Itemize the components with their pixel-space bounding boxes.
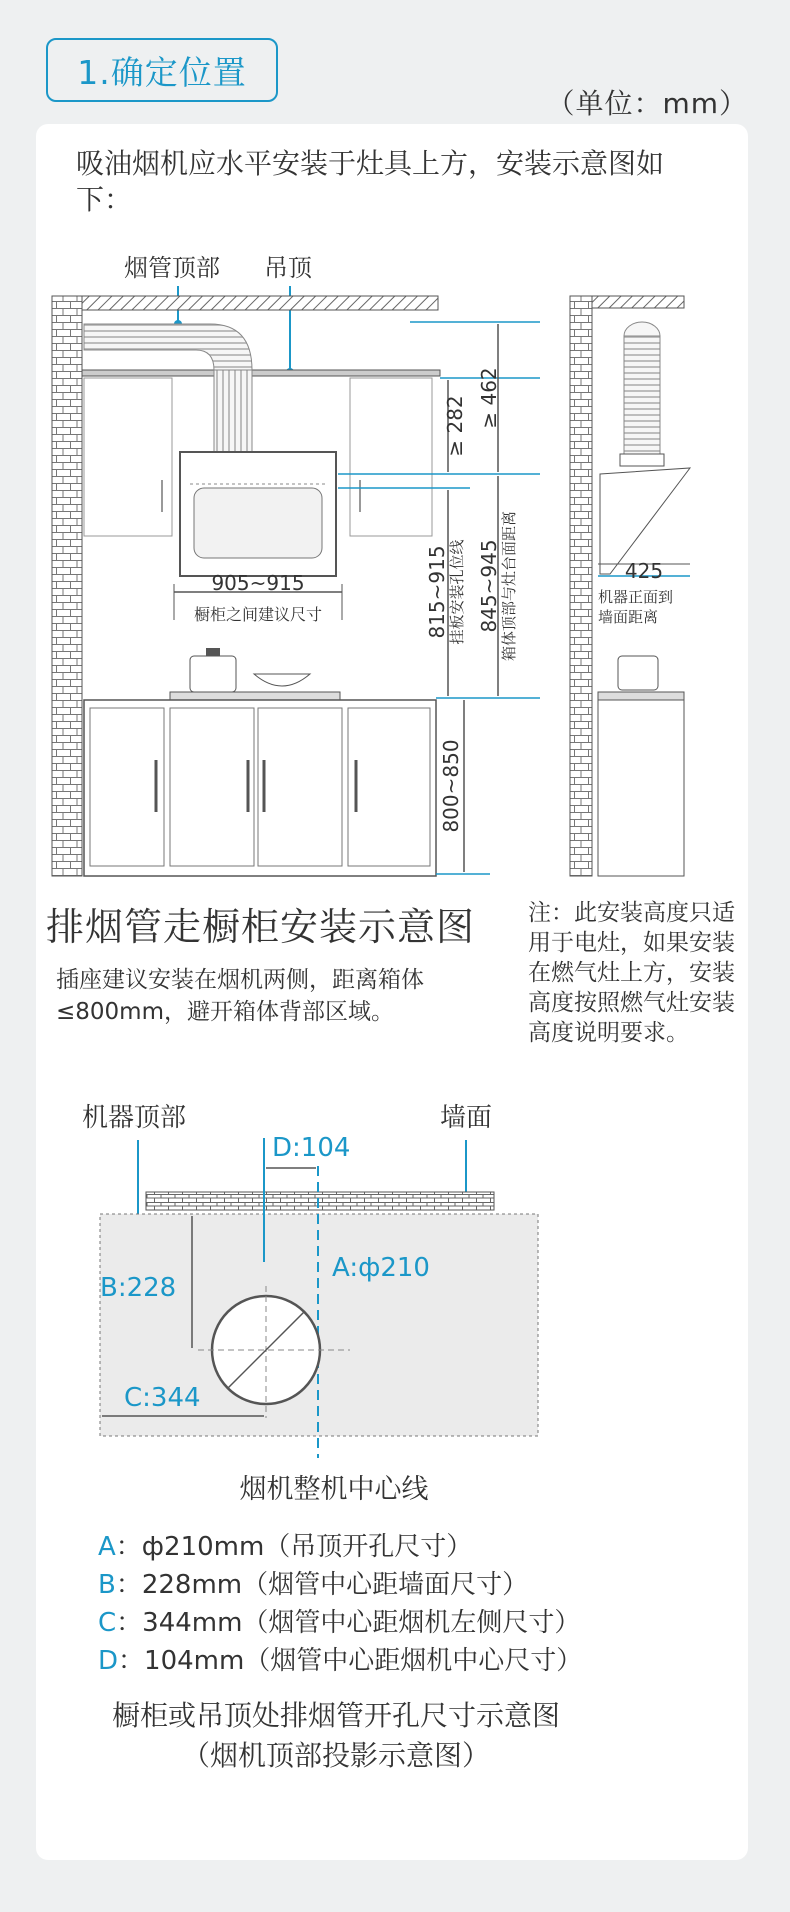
cooktop — [170, 692, 340, 700]
dim-845-note: 箱体顶部与灶台面距离 — [500, 510, 518, 662]
legend-text-a: ：ф210mm（吊顶开孔尺寸） — [115, 1532, 473, 1562]
dim-800: 800~850 — [439, 739, 463, 833]
caption-1: 橱柜或吊顶处排烟管开孔尺寸示意图 — [111, 1699, 560, 1732]
roof-slab — [82, 296, 438, 310]
legend-item-d — [98, 1640, 582, 1677]
center-line-label: 烟机整机中心线 — [239, 1474, 429, 1505]
pot-side — [618, 656, 658, 690]
label-ceiling: 吊顶 — [264, 254, 312, 282]
label-c: C:344 — [124, 1383, 201, 1413]
duct-side — [624, 336, 660, 454]
dim-282: ≥ 282 — [443, 395, 467, 457]
roof-slab-side — [592, 296, 684, 308]
exhaust-duct-vertical — [214, 370, 252, 452]
legend-item-c — [98, 1602, 580, 1639]
pot — [190, 656, 236, 692]
legend-text-c: ：344mm（烟管中心距烟机左侧尺寸） — [116, 1608, 581, 1638]
projection-diagram — [0, 1090, 790, 1510]
intro-text: 吸油烟机应水平安装于灶具上方，安装示意图如下： — [76, 147, 665, 216]
cabinet-door-3 — [258, 708, 342, 866]
legend-item-a — [98, 1526, 472, 1563]
dim-width: 905~915 — [211, 571, 305, 595]
legend-key-b: B — [98, 1570, 116, 1600]
installation-diagram — [0, 0, 790, 900]
wall-strip — [146, 1192, 494, 1210]
dim-425-note-1: 机器正面到 — [598, 588, 674, 606]
ceiling-panel — [82, 370, 440, 376]
step-title: 1.确定位置 — [46, 38, 278, 102]
dim-425-note-2: 墙面距离 — [598, 608, 659, 626]
dim-845: 845~945 — [477, 539, 501, 633]
dim-425: 425 — [624, 559, 664, 583]
upper-cabinet-right — [350, 378, 432, 536]
gas-note: 注：此安装高度只适用于电灶，如果安装在燃气灶上方，安装高度按照燃气灶安装高度说明要求。 — [528, 900, 735, 1046]
legend-key-d: D — [98, 1646, 119, 1676]
label-machine-top: 机器顶部 — [82, 1103, 187, 1133]
upper-cabinet-left — [84, 378, 172, 536]
dim-width-note: 橱柜之间建议尺寸 — [193, 605, 323, 624]
legend-key-c: C — [98, 1608, 117, 1638]
legend-text-d: ：104mm（烟管中心距烟机中心尺寸） — [118, 1646, 583, 1676]
label-b: B:228 — [100, 1273, 177, 1303]
wall-left — [52, 296, 82, 876]
legend-text-b: ：228mm（烟管中心距墙面尺寸） — [115, 1570, 529, 1600]
unit-label: （单位：mm） — [546, 87, 748, 120]
dim-815-note: 挂板安装孔位线 — [448, 539, 466, 645]
caption-2: （烟机顶部投影示意图） — [181, 1739, 490, 1772]
dim-815: 815~915 — [425, 545, 449, 639]
dim-462: ≥ 462 — [477, 367, 501, 429]
wall-side — [570, 296, 592, 876]
label-pipe-top: 烟管顶部 — [124, 254, 220, 282]
cabinet-side — [598, 700, 684, 876]
range-hood-panel — [194, 488, 322, 558]
label-a: A:ф210 — [332, 1253, 430, 1283]
label-wall: 墙面 — [440, 1103, 493, 1133]
legend-item-b — [98, 1564, 528, 1601]
cabinet-door-2 — [170, 708, 254, 866]
socket-note: 插座建议安装在烟机两侧，距离箱体≤800mm，避开箱体背部区域。 — [56, 967, 424, 1025]
label-d: D:104 — [272, 1133, 351, 1163]
section-title: 排烟管走橱柜安装示意图 — [46, 905, 476, 949]
cabinet-door-1 — [90, 708, 164, 866]
wok — [254, 674, 310, 686]
cabinet-door-4 — [348, 708, 430, 866]
legend-key-a: A — [98, 1532, 116, 1562]
